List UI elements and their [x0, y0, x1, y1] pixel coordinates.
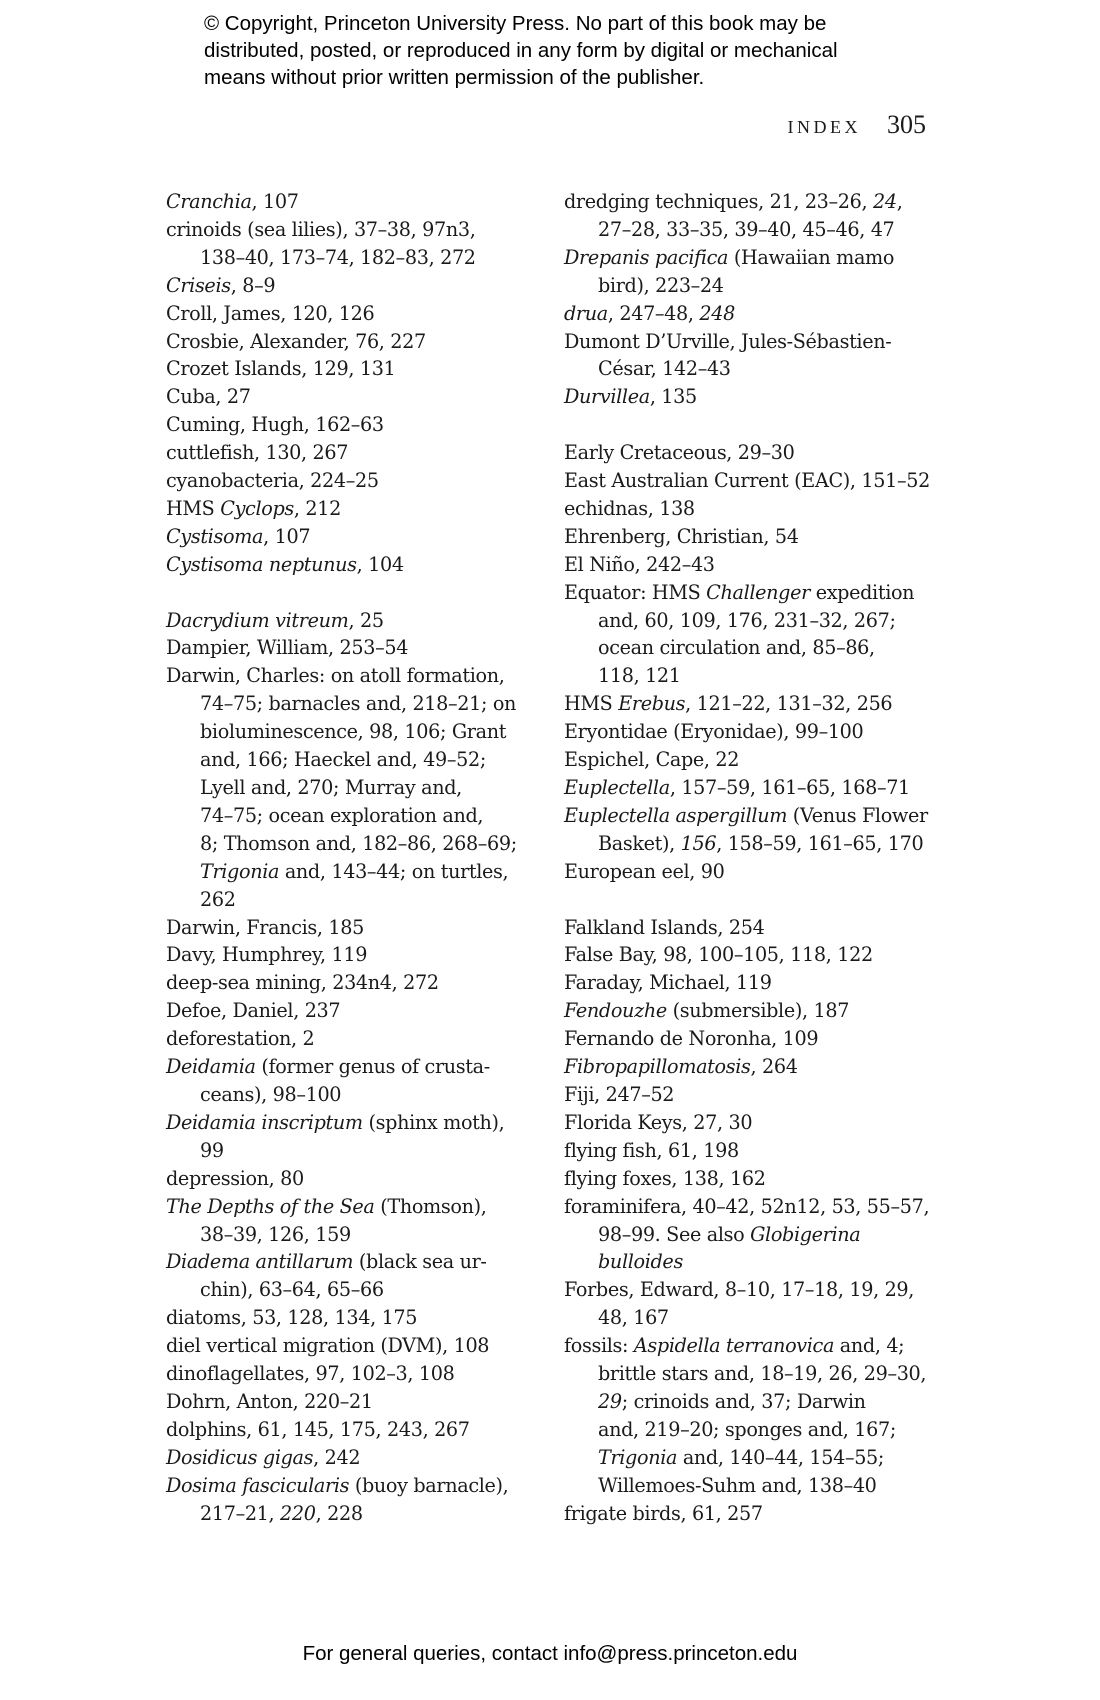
index-entry-line: 217–21, 220, 228 [200, 1501, 363, 1525]
index-entry-line: Fibropapillomatosis, 264 [564, 1055, 798, 1079]
running-head-label: INDEX [787, 117, 861, 137]
index-entry [166, 355, 556, 383]
index-entry-line: 38–39, 126, 159 [200, 1222, 351, 1246]
index-entry [564, 1025, 960, 1053]
index-entry-line: César, 142–43 [598, 357, 731, 381]
index-entry [166, 1165, 556, 1193]
index-entry-line: 8; Thomson and, 182–86, 268–69; [200, 831, 517, 855]
index-entry-line: Deidamia (former genus of crusta- [166, 1055, 490, 1079]
index-entry-line: Criseis, 8–9 [166, 273, 276, 297]
index-entry [166, 328, 556, 356]
index-entry-line: drua, 247–48, 248 [564, 301, 735, 325]
index-entry-line: Drepanis pacifica (Hawaiian mamo [564, 245, 895, 269]
index-entry-line: Forbes, Edward, 8–10, 17–18, 19, 29, [564, 1278, 915, 1302]
index-entry [564, 914, 960, 942]
index-entry [166, 1053, 556, 1109]
copyright-line: © Copyright, Princeton University Press. No part of this book may be [204, 12, 827, 35]
index-entry-line: dinoflagellates, 97, 102–3, 108 [166, 1362, 455, 1386]
index-entry-line: ceans), 98–100 [200, 1082, 342, 1106]
index-entry-line: Willemoes-Suhm and, 138–40 [598, 1473, 877, 1497]
index-entry-line: and, 166; Haeckel and, 49–52; [200, 748, 486, 772]
index-entry [166, 1025, 556, 1053]
letter-group-gap [564, 411, 960, 439]
index-entry-line: Durvillea, 135 [564, 385, 697, 409]
index-entry [564, 495, 960, 523]
index-entry-line: Deidamia inscriptum (sphinx moth), [166, 1110, 505, 1134]
index-entry-line: Dampier, William, 253–54 [166, 636, 409, 660]
index-entry [166, 523, 556, 551]
index-entry [564, 439, 960, 467]
index-entry [564, 1081, 960, 1109]
index-entry [564, 1137, 960, 1165]
index-entry-line: deforestation, 2 [166, 1027, 315, 1051]
index-entry [166, 1248, 556, 1304]
index-entry [564, 1109, 960, 1137]
index-entry-line: 29; crinoids and, 37; Darwin [598, 1389, 866, 1413]
index-entry-line: Fernando de Noronha, 109 [564, 1027, 819, 1051]
index-entry [564, 1193, 960, 1277]
index-entry-line: Crozet Islands, 129, 131 [166, 357, 396, 381]
index-entry-line: 74–75; ocean exploration and, [200, 803, 484, 827]
index-entry-line: Cystisoma neptunus, 104 [166, 552, 404, 576]
index-column-right [564, 188, 960, 1527]
copyright-line: means without prior written permission of the publisher. [204, 66, 705, 89]
index-entry [166, 272, 556, 300]
index-entry-line: Euplectella, 157–59, 161–65, 168–71 [564, 776, 910, 800]
index-entry [564, 774, 960, 802]
index-entry-line: dolphins, 61, 145, 175, 243, 267 [166, 1417, 470, 1441]
index-entry [166, 1109, 556, 1165]
index-entry-line: and, 60, 109, 176, 231–32, 267; [598, 608, 896, 632]
index-entry-line: Dosidicus gigas, 242 [166, 1445, 361, 1469]
index-entry-line: Fendouzhe (submersible), 187 [564, 999, 850, 1023]
index-entry [166, 1332, 556, 1360]
index-entry [564, 328, 960, 384]
index-entry [166, 300, 556, 328]
index-entry [166, 188, 556, 216]
letter-group-gap [564, 886, 960, 914]
index-entry [166, 607, 556, 635]
index-entry-line: Espichel, Cape, 22 [564, 748, 740, 772]
index-entry-line: Cuming, Hugh, 162–63 [166, 413, 384, 437]
index-entry-line: 262 [200, 887, 236, 911]
index-entry-line: Dacrydium vitreum, 25 [166, 608, 384, 632]
index-entry [166, 411, 556, 439]
index-entry-line: cuttlefish, 130, 267 [166, 441, 349, 465]
copyright-line: distributed, posted, or reproduced in any form by digital or mechanical [204, 39, 838, 62]
index-entry [166, 662, 556, 913]
footer-contact: For general queries, contact info@press.princeton.edu [302, 1642, 798, 1665]
index-entry [564, 467, 960, 495]
index-entry [564, 551, 960, 579]
index-entry-line: Ehrenberg, Christian, 54 [564, 524, 799, 548]
index-entry-line: flying fish, 61, 198 [564, 1138, 739, 1162]
index-entry-line: frigate birds, 61, 257 [564, 1501, 763, 1525]
index-entry [564, 188, 960, 244]
index-entry-line: cyanobacteria, 224–25 [166, 469, 379, 493]
index-entry-line: and, 219–20; sponges and, 167; [598, 1417, 896, 1441]
index-entry-line: Equator: HMS Challenger expedition [564, 580, 915, 604]
index-entry [166, 1472, 556, 1528]
index-entry-line: Cystisoma, 107 [166, 524, 311, 548]
index-entry-line: Davy, Humphrey, 119 [166, 943, 368, 967]
index-entry-line: flying foxes, 138, 162 [564, 1166, 766, 1190]
index-entry [166, 495, 556, 523]
index-entry-line: East Australian Current (EAC), 151–52 [564, 469, 930, 493]
index-entry-line: diel vertical migration (DVM), 108 [166, 1334, 490, 1358]
index-entry [166, 551, 556, 579]
index-entry-line: chin), 63–64, 65–66 [200, 1278, 384, 1302]
index-entry-line: Eryontidae (Eryonidae), 99–100 [564, 720, 864, 744]
letter-group-gap [166, 579, 556, 607]
index-entry-line: Florida Keys, 27, 30 [564, 1110, 753, 1134]
index-entry [564, 997, 960, 1025]
index-entry [564, 300, 960, 328]
index-entry [166, 941, 556, 969]
index-entry [166, 1304, 556, 1332]
index-entry-line: Dumont D’Urville, Jules-Sébastien- [564, 329, 892, 353]
index-entry [166, 1388, 556, 1416]
index-entry-line: Diadema antillarum (black sea ur- [166, 1250, 487, 1274]
index-entry-line: echidnas, 138 [564, 496, 695, 520]
index-entry-line: foraminifera, 40–42, 52n12, 53, 55–57, [564, 1194, 930, 1218]
index-entry-line: bioluminescence, 98, 106; Grant [200, 720, 507, 744]
index-entry [564, 579, 960, 691]
index-entry [166, 997, 556, 1025]
index-entry-line: Cranchia, 107 [166, 190, 299, 213]
index-entry-line: crinoids (sea lilies), 37–38, 97n3, [166, 217, 476, 241]
index-entry-line: Cuba, 27 [166, 385, 251, 409]
page-number: 305 [887, 110, 926, 139]
index-entry [166, 383, 556, 411]
index-entry-line: The Depths of the Sea (Thomson), [166, 1194, 487, 1218]
index-entry [564, 244, 960, 300]
index-entry-line: El Niño, 242–43 [564, 552, 715, 576]
index-entry-line: diatoms, 53, 128, 134, 175 [166, 1306, 418, 1330]
index-entry [166, 914, 556, 942]
index-entry-line: Croll, James, 120, 126 [166, 301, 375, 325]
index-entry-line: Darwin, Francis, 185 [166, 915, 364, 939]
index-entry-line: HMS Erebus, 121–22, 131–32, 256 [564, 692, 893, 716]
index-entry [166, 969, 556, 997]
index-entry [166, 1416, 556, 1444]
index-entry-line: Trigonia and, 143–44; on turtles, [200, 859, 509, 883]
index-entry [564, 1332, 960, 1499]
running-head [788, 110, 927, 140]
index-entry-line: 99 [200, 1138, 224, 1162]
index-entry-line: 74–75; barnacles and, 218–21; on [200, 692, 517, 716]
index-entry [166, 1360, 556, 1388]
index-entry-line: dredging techniques, 21, 23–26, 24, [564, 190, 903, 213]
index-entry [166, 1444, 556, 1472]
index-entry [166, 634, 556, 662]
index-entry-line: Lyell and, 270; Murray and, [200, 776, 462, 800]
index-entry-line: deep-sea mining, 234n4, 272 [166, 971, 439, 995]
index-entry-line: fossils: Aspidella terranovica and, 4; [564, 1334, 905, 1358]
index-entry-line: depression, 80 [166, 1166, 304, 1190]
index-entry-line: Dosima fascicularis (buoy barnacle), [166, 1473, 509, 1497]
index-entry [564, 1165, 960, 1193]
index-entry [564, 1500, 960, 1528]
index-entry [564, 858, 960, 886]
index-entry-line: 118, 121 [598, 664, 681, 688]
index-entry-line: 27–28, 33–35, 39–40, 45–46, 47 [598, 217, 895, 241]
index-entry-line: Early Cretaceous, 29–30 [564, 441, 795, 465]
index-entry [564, 1053, 960, 1081]
index-entry [564, 718, 960, 746]
index-entry [564, 383, 960, 411]
index-entry [564, 969, 960, 997]
index-entry-line: Dohrn, Anton, 220–21 [166, 1389, 373, 1413]
index-entry-line: False Bay, 98, 100–105, 118, 122 [564, 943, 873, 967]
index-entry-line: Darwin, Charles: on atoll formation, [166, 664, 505, 688]
index-entry-line: Euplectella aspergillum (Venus Flower [564, 803, 928, 827]
index-entry-line: Fiji, 247–52 [564, 1082, 675, 1106]
index-entry [564, 1276, 960, 1332]
index-entry-line: Trigonia and, 140–44, 154–55; [598, 1445, 885, 1469]
index-entry [166, 216, 556, 272]
index-entry-line: 48, 167 [598, 1306, 669, 1330]
index-entry-line: Falkland Islands, 254 [564, 915, 765, 939]
copyright-notice [204, 10, 964, 91]
index-entry [564, 802, 960, 858]
index-entry [166, 1193, 556, 1249]
index-entry-line: HMS Cyclops, 212 [166, 496, 341, 520]
index-entry-line: Basket), 156, 158–59, 161–65, 170 [598, 831, 924, 855]
index-entry [166, 439, 556, 467]
index-entry [564, 746, 960, 774]
index-entry-line: bird), 223–24 [598, 273, 724, 297]
index-entry-line: ocean circulation and, 85–86, [598, 636, 875, 660]
index-entry [564, 523, 960, 551]
index-entry [564, 941, 960, 969]
index-entry-line: Crosbie, Alexander, 76, 227 [166, 329, 426, 353]
index-entry-line: bulloides [598, 1250, 683, 1274]
index-entry-line: European eel, 90 [564, 859, 725, 883]
index-entry-line: Faraday, Michael, 119 [564, 971, 772, 995]
index-column-left [166, 188, 556, 1527]
index-entry-line: 138–40, 173–74, 182–83, 272 [200, 245, 476, 269]
index-entry-line: brittle stars and, 18–19, 26, 29–30, [598, 1362, 927, 1386]
index-entry-line: Defoe, Daniel, 237 [166, 999, 341, 1023]
index-entry [564, 690, 960, 718]
index-entry [166, 467, 556, 495]
index-entry-line: 98–99. See also Globigerina [598, 1222, 861, 1246]
